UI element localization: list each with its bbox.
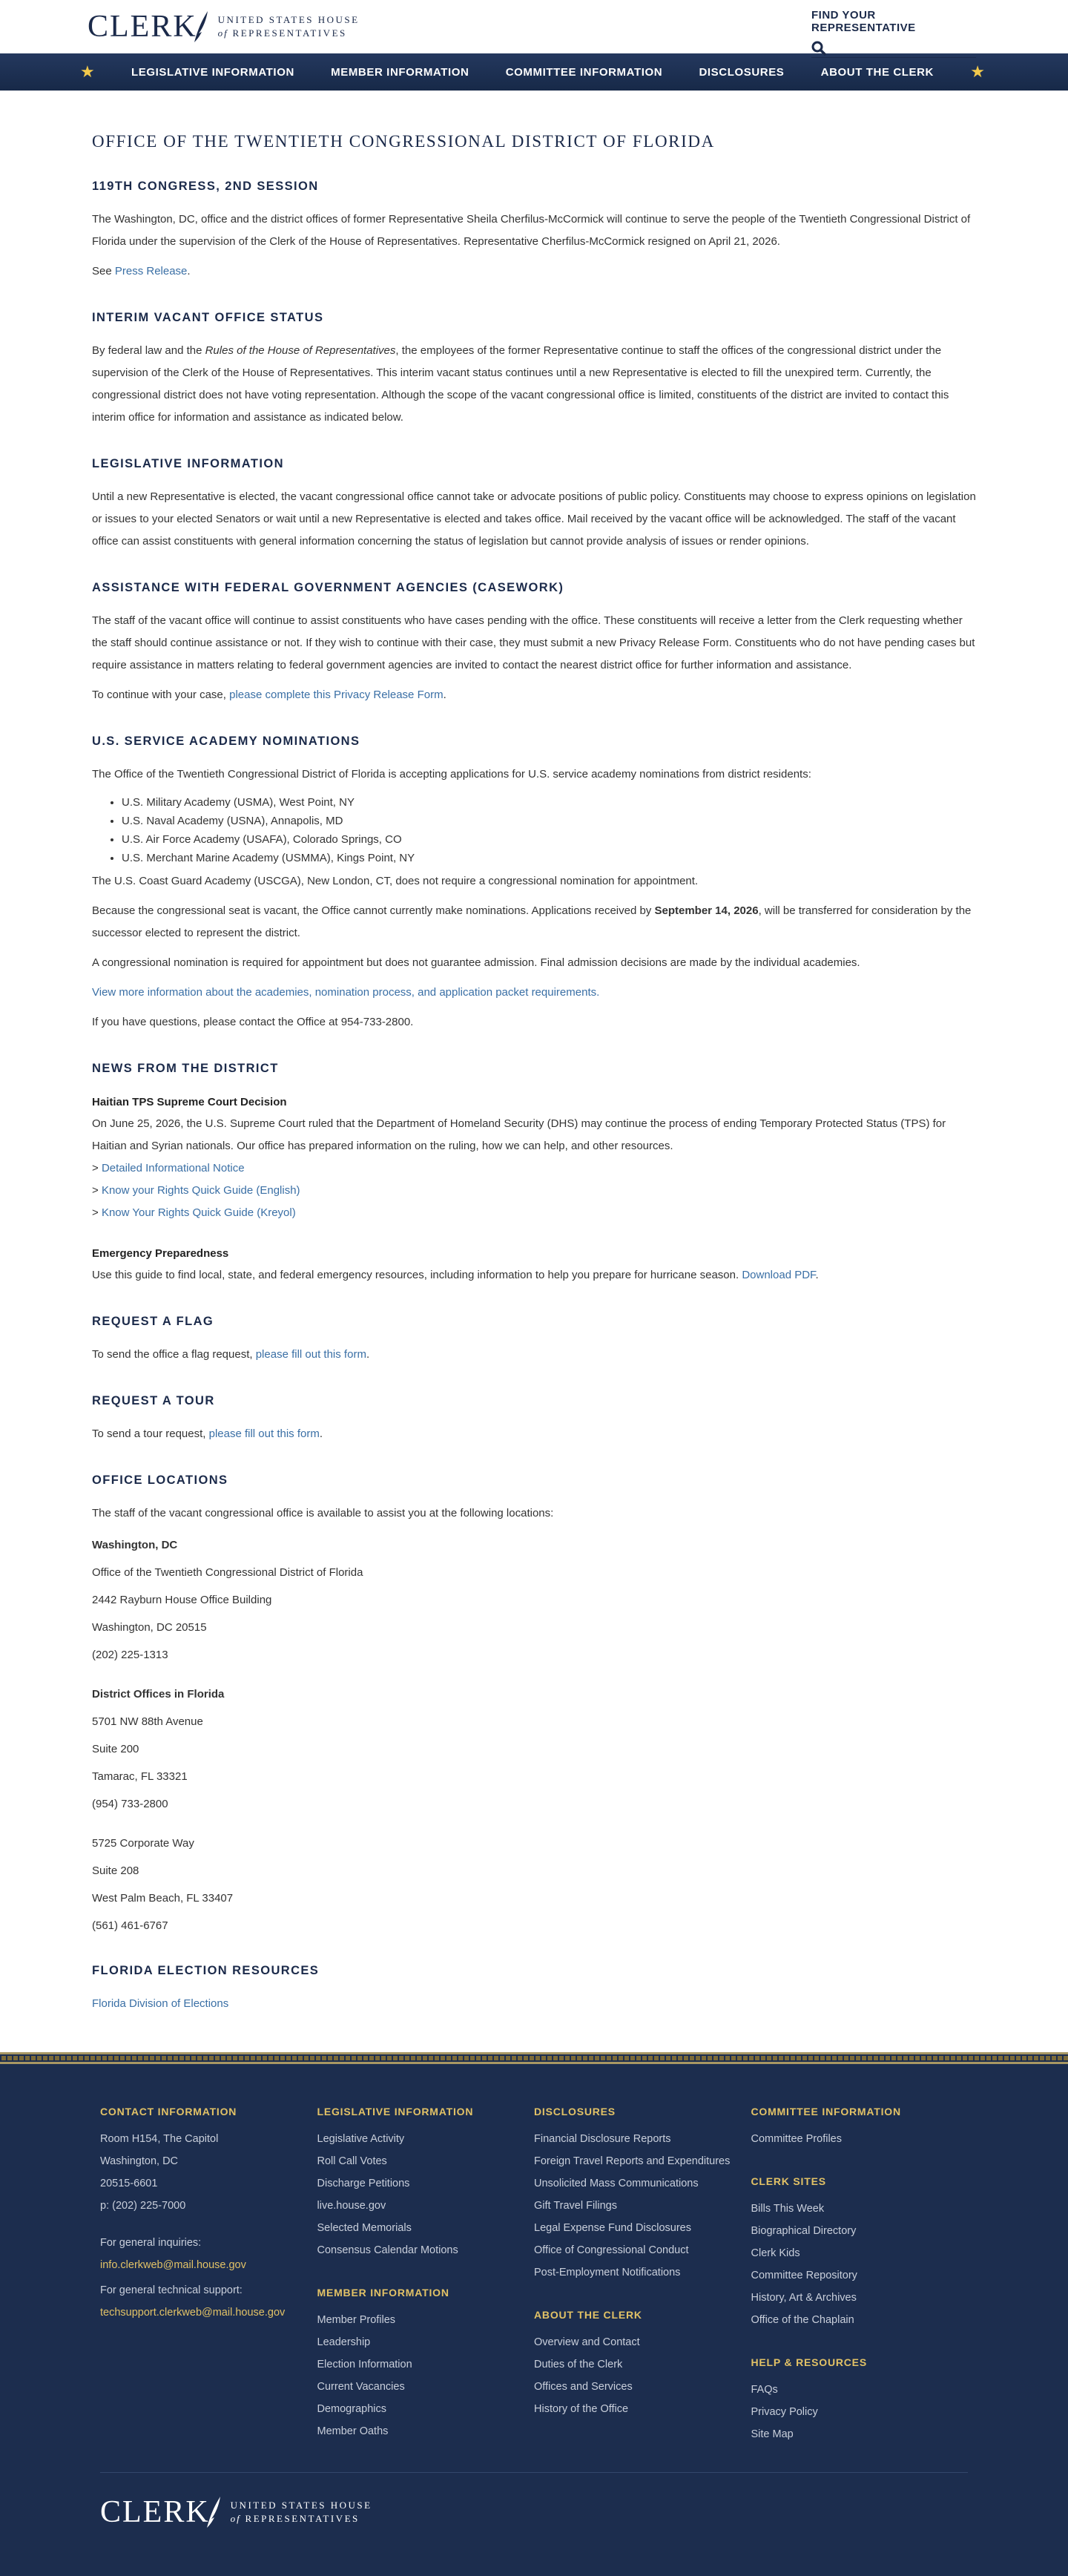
detailed-notice-link[interactable]: Detailed Informational Notice [101,1162,245,1174]
star-icon: ★ [970,62,985,81]
emergency-body: Use this guide to find local, state, and federal emergency resources, including information to help you prepare for hurricane season. Download PDF. [92,1269,819,1281]
footer-legislative-column [317,2106,535,2445]
rights-guide-kreyol-link[interactable]: Know Your Rights Quick Guide (Kreyol) [101,1206,296,1219]
vacant-nomination-note: Because the congressional seat is vacant, the Office cannot currently make nominations. Applications received by September 14, 2026, will be transferred for consideration by the successor elected to represent the district. [92,904,972,939]
dc-office [92,1535,976,1665]
footer-link[interactable]: FAQs [751,2384,778,2396]
coast-guard-note: The U.S. Coast Guard Academy (USCGA), New London, CT, does not require a congressional nomination for appointment. [92,875,699,887]
press-release-line: See Press Release. [92,265,191,277]
tech-support-email[interactable]: techsupport.clerkweb@mail.house.gov [100,2307,286,2319]
footer-legislative-heading: LEGISLATIVE INFORMATION [317,2106,474,2117]
academy-contact: If you have questions, please contact the Office at 954-733-2800. [92,1016,414,1028]
footer-link[interactable]: Member Oaths [317,2425,389,2437]
district-office-line: West Palm Beach, FL 33407 [92,1892,234,1905]
footer-link[interactable]: Legislative Activity [317,2133,405,2145]
interim-body: By federal law and the Rules of the House of Representatives, the employees of the former Representative continue to staff the offices of the congressional district under the supervision of the Clerk of the House of Representatives. This interim vacant status continues until a new Representative is elected to fill the unexpired term. Currently, the congressional district does not have voting representation. Although the scope of the vacant congressional office is limited, constituents of the district are invited to contact this interim office for information and assistance as indicated below. [92,344,949,424]
footer-link[interactable]: Election Information [317,2359,412,2370]
emergency-title: Emergency Preparedness [92,1247,229,1260]
dc-office-line: 2442 Rayburn House Office Building [92,1594,272,1606]
footer-logo-subtitle: UNITED STATES HOUSE of REPRESENTATIVES [230,2500,372,2524]
footer-columns [100,2106,968,2445]
academy-more-line [92,982,976,1004]
footer-member-heading: MEMBER INFORMATION [317,2287,449,2299]
district-office-phone: (954) 733-2800 [92,1798,168,1810]
district-office-line: Suite 208 [92,1864,139,1877]
footer-committee-heading: COMMITTEE INFORMATION [751,2106,901,2117]
tps-body: On June 25, 2026, the U.S. Supreme Court ruled that the Department of Homeland Security (DHS) may continue the process of ending Temporary Protected Status (TPS) for Haitian and Syrian nationals. Our office has prepared information on the ruling, how we can help, and other resources. [92,1117,946,1152]
footer-link[interactable]: Duties of the Clerk [534,2359,623,2370]
general-inquiries-label: For general inquiries: [100,2237,202,2249]
footer-contact-heading: CONTACT INFORMATION [100,2106,237,2117]
district-office-phone: (561) 461-6767 [92,1919,168,1932]
rights-guide-english-link[interactable]: Know your Rights Quick Guide (English) [101,1184,300,1197]
footer-help-heading: HELP & RESOURCES [751,2356,867,2368]
footer-link[interactable]: Biographical Directory [751,2225,857,2237]
find-rep-input[interactable] [832,39,976,57]
greek-key-border [0,2052,1068,2064]
legislative-heading: LEGISLATIVE INFORMATION [92,457,284,470]
list-item: • U.S. Merchant Marine Academy (USMMA), Kings Point, NY [122,849,976,867]
casework-body: The staff of the vacant office will continue to assist constituents who have cases pending with the office. These constituents will receive a letter from the Clerk requesting whether the staff should continue assistance or not. If they wish to continue with their case, they must submit a new Privacy Release Form. Constituents who do not have pending cases but require assistance in matters relating to federal government agencies are invited to contact the nearest district office for further information and assistance. [92,614,975,671]
dc-office-line: Washington, DC 20515 [92,1621,207,1634]
footer-link[interactable]: Overview and Contact [534,2336,640,2348]
footer-link[interactable]: History, Art & Archives [751,2292,857,2304]
news-link-row: > Know Your Rights Quick Guide (Kreyol) [92,1206,296,1219]
footer-link[interactable]: Foreign Travel Reports and Expenditures [534,2155,731,2167]
news-link-row: > Know your Rights Quick Guide (English) [92,1184,300,1197]
district-office-line: 5725 Corporate Way [92,1837,194,1850]
list-item: • U.S. Air Force Academy (USAFA), Colorado Springs, CO [122,830,976,849]
footer-link[interactable]: Member Profiles [317,2314,396,2326]
main-nav [0,53,1068,91]
privacy-release-link[interactable]: please complete this Privacy Release Form [229,689,444,701]
search-icon[interactable] [811,41,826,56]
main-content [0,132,1068,2015]
flag-body: To send the office a flag request, please fill out this form. [92,1348,370,1361]
footer-link[interactable]: History of the Office [534,2403,629,2415]
footer-logo-wordmark: CLERK [100,2495,210,2529]
footer-link[interactable]: Consensus Calendar Motions [317,2244,458,2256]
offices-intro: The staff of the vacant congressional office is available to assist you at the following locations: [92,1507,554,1519]
footer-sites-heading: CLERK SITES [751,2175,826,2187]
election-heading: FLORIDA ELECTION RESOURCES [92,1964,320,1977]
footer-committee-column [751,2106,969,2445]
flag-heading: REQUEST A FLAG [92,1315,214,1328]
footer-link[interactable]: Privacy Policy [751,2406,818,2418]
district-office-tamarac [92,1684,976,1814]
clerk-logo[interactable] [88,9,360,45]
list-item: • U.S. Military Academy (USMA), West Point, NY [122,793,976,812]
tps-title: Haitian TPS Supreme Court Decision [92,1096,287,1108]
footer-link[interactable]: Financial Disclosure Reports [534,2133,671,2145]
footer-about-heading: ABOUT THE CLERK [534,2309,642,2321]
tour-form-link[interactable]: please fill out this form [208,1427,320,1440]
press-release-link[interactable]: Press Release [114,265,188,277]
page-title: OFFICE OF THE TWENTIETH CONGRESSIONAL DISTRICT OF FLORIDA [92,132,715,151]
footer-contact-column [100,2106,317,2445]
academy-more-link[interactable]: View more information about the academies, nomination process, and application packet requirements. [92,986,600,999]
footer-link[interactable]: Committee Profiles [751,2133,842,2145]
tour-body: To send a tour request, please fill out this form. [92,1427,323,1440]
footer-disclosures-column [534,2106,751,2445]
footer-link[interactable]: Demographics [317,2403,386,2415]
nav-committee-information[interactable]: COMMITTEE INFORMATION [505,65,663,79]
district-office-line: Suite 200 [92,1743,139,1755]
footer-address-line: 20515-6601 [100,2178,158,2189]
academy-heading: U.S. SERVICE ACADEMY NOMINATIONS [92,735,360,748]
footer-link[interactable]: Office of Congressional Conduct [534,2244,689,2256]
footer-divider [100,2472,968,2473]
offices-heading: OFFICE LOCATIONS [92,1473,228,1487]
find-rep-label: FIND YOUR REPRESENTATIVE [811,9,916,34]
district-offices-name: District Offices in Florida [92,1688,225,1701]
general-inquiries-email[interactable]: info.clerkweb@mail.house.gov [100,2259,246,2271]
footer-address-line: Room H154, The Capitol [100,2133,219,2145]
tour-heading: REQUEST A TOUR [92,1394,215,1407]
casework-heading: ASSISTANCE WITH FEDERAL GOVERNMENT AGENCIES (CASEWORK) [92,581,564,594]
nav-disclosures[interactable]: DISCLOSURES [699,65,785,79]
footer-link[interactable]: Gift Travel Filings [534,2200,617,2212]
nomination-required-note: A congressional nomination is required for appointment but does not guarantee admission. Final admission decisions are made by the individual academies. [92,956,860,969]
find-rep-search[interactable] [811,39,976,58]
footer-disclosures-heading: DISCLOSURES [534,2106,616,2117]
legislative-body: Until a new Representative is elected, the vacant congressional office cannot take or advocate positions of public policy. Constituents may choose to express opinions on legislation or issues to your elected Senators or wait until a new Representative is elected and takes office. Mail received by the vacant office will be acknowledged. The staff of the vacant office can assist constituents with general information concerning the status of legislation but cannot provide analysis of issues or render opinions. [92,490,976,548]
footer-link[interactable]: Roll Call Votes [317,2155,387,2167]
academy-intro: The Office of the Twentieth Congressional District of Florida is accepting applications for U.S. service academy nominations from district residents: [92,768,811,781]
footer-link[interactable]: Current Vacancies [317,2381,405,2393]
footer-link[interactable]: Committee Repository [751,2270,857,2281]
footer-link[interactable]: live.house.gov [317,2200,386,2212]
logo-wordmark: CLERK [88,10,197,44]
footer-link[interactable]: Discharge Petitions [317,2178,410,2189]
flag-form-link[interactable]: please fill out this form [255,1348,366,1361]
dc-office-line: Office of the Twentieth Congressional District of Florida [92,1566,363,1579]
news-link-row: > Detailed Informational Notice [92,1162,245,1174]
footer-clerk-logo[interactable] [100,2494,372,2530]
footer-address-line: Washington, DC [100,2155,179,2167]
dc-office-phone: (202) 225-1313 [92,1649,168,1661]
download-pdf-link[interactable]: Download PDF [742,1269,816,1281]
nav-legislative-information[interactable]: LEGISLATIVE INFORMATION [131,65,294,79]
nav-member-information[interactable]: MEMBER INFORMATION [331,65,469,79]
footer-link[interactable]: Unsolicited Mass Communications [534,2178,699,2189]
district-office-line: 5701 NW 88th Avenue [92,1715,203,1728]
site-footer [0,2064,1068,2576]
footer-link[interactable]: Leadership [317,2336,371,2348]
find-representative [811,9,976,58]
casework-continue: To continue with your case, please complete this Privacy Release Form. [92,689,446,701]
footer-link[interactable]: Site Map [751,2428,794,2440]
district-office-west-palm [92,1833,976,1936]
footer-link[interactable]: Selected Memorials [317,2222,412,2234]
florida-elections-link[interactable]: Florida Division of Elections [92,1997,229,2010]
news-heading: NEWS FROM THE DISTRICT [92,1062,279,1075]
congress-heading: 119TH CONGRESS, 2ND SESSION [92,180,319,193]
dc-office-name: Washington, DC [92,1539,178,1551]
district-office-line: Tamarac, FL 33321 [92,1770,188,1783]
footer-link[interactable]: Legal Expense Fund Disclosures [534,2222,691,2234]
footer-link[interactable]: Post-Employment Notifications [534,2267,681,2278]
nav-about-the-clerk[interactable]: ABOUT THE CLERK [820,65,934,79]
list-item: • U.S. Naval Academy (USNA), Annapolis, MD [122,812,976,830]
academy-list [122,793,976,867]
election-line [92,1993,976,2015]
footer-link[interactable]: Office of the Chaplain [751,2314,854,2326]
logo-subtitle: UNITED STATES HOUSE of REPRESENTATIVES [217,14,360,39]
interim-heading: INTERIM VACANT OFFICE STATUS [92,311,324,324]
site-header [0,0,1068,53]
congress-body: The Washington, DC, office and the district offices of former Representative Sheila Cherfilus-McCormick will continue to serve the people of the Twentieth Congressional District of Florida under the supervision of the Clerk of the House of Representatives. Representative Cherfilus-McCormick resigned on April 21, 2026. [92,213,971,248]
footer-link[interactable]: Offices and Services [534,2381,633,2393]
tech-support-label: For general technical support: [100,2284,243,2296]
star-icon: ★ [80,62,95,81]
footer-link[interactable]: Bills This Week [751,2203,825,2215]
footer-link[interactable]: Clerk Kids [751,2247,800,2259]
footer-phone: p: (202) 225-7000 [100,2200,186,2212]
